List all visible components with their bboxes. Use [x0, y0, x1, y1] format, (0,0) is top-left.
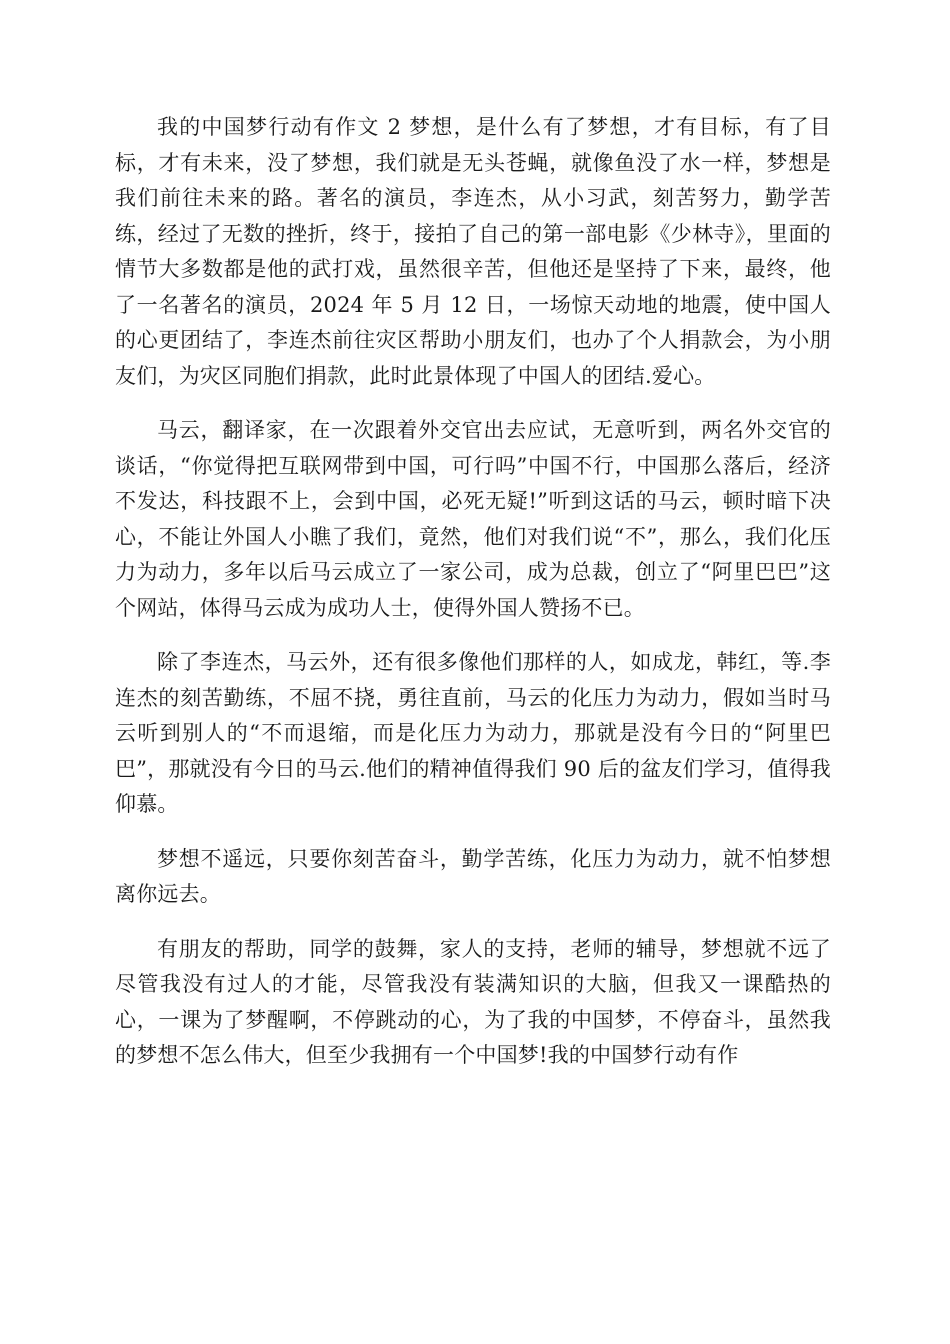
document-body [115, 110, 831, 1093]
paragraph-support: 有朋友的帮助，同学的鼓舞，家人的支持，老师的辅导，梦想就不远了尽管我没有过人的才能，尽管我没有装满知识的大脑，但我又一课酷热的心，一课为了梦醒啊，不停跳动的心，为了我的中国梦，不停奋斗，虽然我的梦想不怎么伟大，但至少我拥有一个中国梦!我的中国梦行动有作 [115, 936, 831, 1067]
paragraph-dream-li-lianjie: 我的中国梦行动有作文 2 梦想，是什么有了梦想，才有目标，有了目标，才有未来，没了梦想，我们就是无头苍蝇，就像鱼没了水一样，梦想是我们前往未来的路。著名的演员，李连杰，从小习武，刻苦努力，勤学苦练，经过了无数的挫折，终于，接拍了自己的第一部电影《少林寺》，里面的情节大多数都是他的武打戏，虽然很辛苦，但他还是坚持了下来，最终，他了一名著名的演员，2024 年 5 月 12 日，一场惊天动地的地震，使中国人的心更团结了，李连杰前往灾区帮助小朋友们，也办了个人捐款会，为小朋友们，为灾区同胞们捐款，此时此景体现了中国人的团结.爱心。 [115, 115, 831, 388]
paragraph-dream-not-far: 梦想不遥远，只要你刻苦奋斗，勤学苦练，化压力为动力，就不怕梦想离你远去。 [115, 846, 831, 906]
paragraph-others: 除了李连杰，马云外，还有很多像他们那样的人，如成龙，韩红，等.李连杰的刻苦勤练，不屈不挠，勇往直前，马云的化压力为动力，假如当时马云听到别人的“不而退缩，而是化压力为动力，那就是没有今日的“阿里巴巴”，那就没有今日的马云.他们的精神值得我们 90 后的盆友们学习，值得我仰慕。 [115, 650, 831, 816]
paragraph-ma-yun: 马云，翻译家，在一次跟着外交官出去应试，无意听到，两名外交官的谈话，“你觉得把互联网带到中国，可行吗”中国不行，中国那么落后，经济不发达，科技跟不上，会到中国，必死无疑!”听到这话的马云，顿时暗下决心，不能让外国人小瞧了我们，竟然，他们对我们说“不”，那么，我们化压力为动力，多年以后马云成立了一家公司，成为总裁，创立了“阿里巴巴”这个网站，体得马云成为成功人士，使得外国人赞扬不已。 [115, 418, 831, 620]
